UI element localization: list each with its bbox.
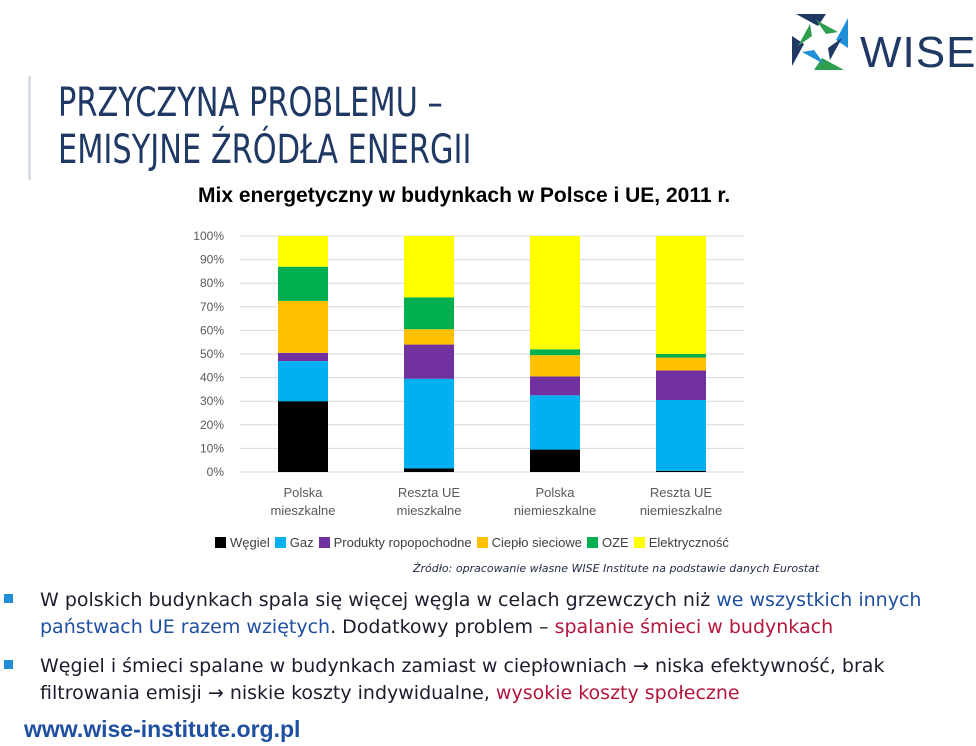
y-tick-label: 30%: [199, 394, 224, 409]
legend-swatch: [275, 537, 286, 548]
legend-swatch: [587, 537, 598, 548]
y-tick-label: 70%: [199, 299, 224, 314]
bullet-1-highlight-blue: we wszystkich innych państwach UE razem wziętych: [40, 589, 922, 638]
bullet-1-text-a: W polskich budynkach spala się więcej węgla w celach grzewczych niż: [40, 589, 717, 611]
chart-title: Mix energetyczny w budynkach w Polsce i UE, 2011 r.: [198, 184, 731, 207]
legend-label: Gaz: [289, 535, 314, 550]
chart-legend: [215, 535, 734, 550]
legend-item: [634, 535, 729, 550]
legend-label: Produkty ropopochodne: [333, 535, 472, 550]
bar-segment: [278, 353, 328, 361]
bar-segment: [530, 355, 580, 376]
bar-segment: [656, 371, 706, 401]
y-tick-label: 40%: [199, 370, 224, 385]
legend-item: [587, 535, 629, 550]
bar-segment: [278, 267, 328, 301]
arrow-right-icon: →: [633, 655, 649, 677]
x-tick-label: Polska: [283, 485, 323, 500]
bar-segment: [404, 297, 454, 329]
bar-segment: [278, 301, 328, 353]
legend-label: Węgiel: [230, 535, 270, 550]
y-tick-label: 20%: [199, 417, 224, 432]
bullet-2-text-b: niska efektywność, brak filtrowania emisji: [40, 655, 885, 704]
y-tick-label: 50%: [199, 347, 224, 361]
x-tick-label: mieszkalne: [270, 503, 336, 518]
legend-label: OZE: [601, 535, 629, 550]
bullet-square-icon: [4, 594, 13, 603]
bar-segment: [530, 349, 580, 355]
bar-segment: [530, 395, 580, 449]
bar-segment: [656, 236, 706, 354]
bullet-2-highlight-red: wysokie koszty społeczne: [495, 682, 740, 704]
source-note: Źródło: opracowanie własne WISE Institute na podstawie danych Eurostat: [413, 562, 820, 575]
y-tick-label: 100%: [193, 229, 224, 243]
legend-swatch: [319, 537, 330, 548]
bar-segment: [404, 345, 454, 379]
legend-label: Elektryczność: [648, 535, 729, 550]
bar-segment: [656, 400, 706, 471]
footer-url-link[interactable]: www.wise-institute.org.pl: [24, 716, 301, 742]
bar-segment: [404, 236, 454, 297]
bar-segment: [656, 471, 706, 472]
x-tick-label: Reszta UE: [397, 485, 461, 500]
slide-title-line-2: EMISYJNE ŹRÓDŁA ENERGII: [58, 127, 472, 173]
y-tick-label: 0%: [206, 465, 224, 479]
bar-segment: [404, 329, 454, 344]
wise-logo-text: WISE: [860, 28, 976, 77]
legend-swatch: [215, 537, 226, 548]
legend-item: [215, 535, 270, 550]
legend-label: Ciepło sieciowe: [491, 535, 582, 550]
bullet-2-text-a: Węgiel i śmieci spalane w budynkach zamiast w ciepłowniach: [40, 655, 633, 677]
bar-segment: [530, 450, 580, 472]
arrow-right-icon: →: [207, 682, 224, 704]
y-tick-label: 80%: [199, 276, 224, 291]
x-tick-label: Polska: [535, 485, 575, 500]
bar-segment: [656, 354, 706, 358]
y-tick-label: 90%: [199, 252, 224, 267]
bullet-2: [40, 653, 958, 707]
bar-segment: [278, 401, 328, 472]
bullet-1-text-b: . Dodatkowy problem –: [330, 616, 555, 638]
bullet-1: [40, 587, 958, 641]
bullet-2-text-c: niskie koszty indywidualne,: [223, 682, 496, 704]
x-tick-label: mieszkalne: [396, 503, 462, 518]
legend-swatch: [477, 537, 488, 548]
bar-segment: [278, 236, 328, 267]
legend-item: [477, 535, 582, 550]
bullet-square-icon: [4, 660, 13, 669]
legend-item: [275, 535, 314, 550]
legend-swatch: [634, 537, 645, 548]
bullet-1-highlight-red: spalanie śmieci w budynkach: [554, 616, 834, 638]
bar-segment: [404, 468, 454, 472]
x-tick-label: niemieszkalne: [639, 503, 723, 518]
bar-segment: [278, 361, 328, 401]
bar-segment: [530, 376, 580, 395]
legend-item: [319, 535, 472, 550]
bar-segment: [530, 236, 580, 349]
y-tick-label: 10%: [199, 441, 224, 456]
x-tick-label: niemieszkalne: [513, 503, 597, 518]
bar-segment: [656, 358, 706, 371]
bar-segment: [404, 379, 454, 469]
slide-title-line-1: PRZYCZYNA PROBLEMU –: [58, 80, 443, 126]
y-tick-label: 60%: [199, 323, 224, 338]
x-tick-label: Reszta UE: [649, 485, 713, 500]
